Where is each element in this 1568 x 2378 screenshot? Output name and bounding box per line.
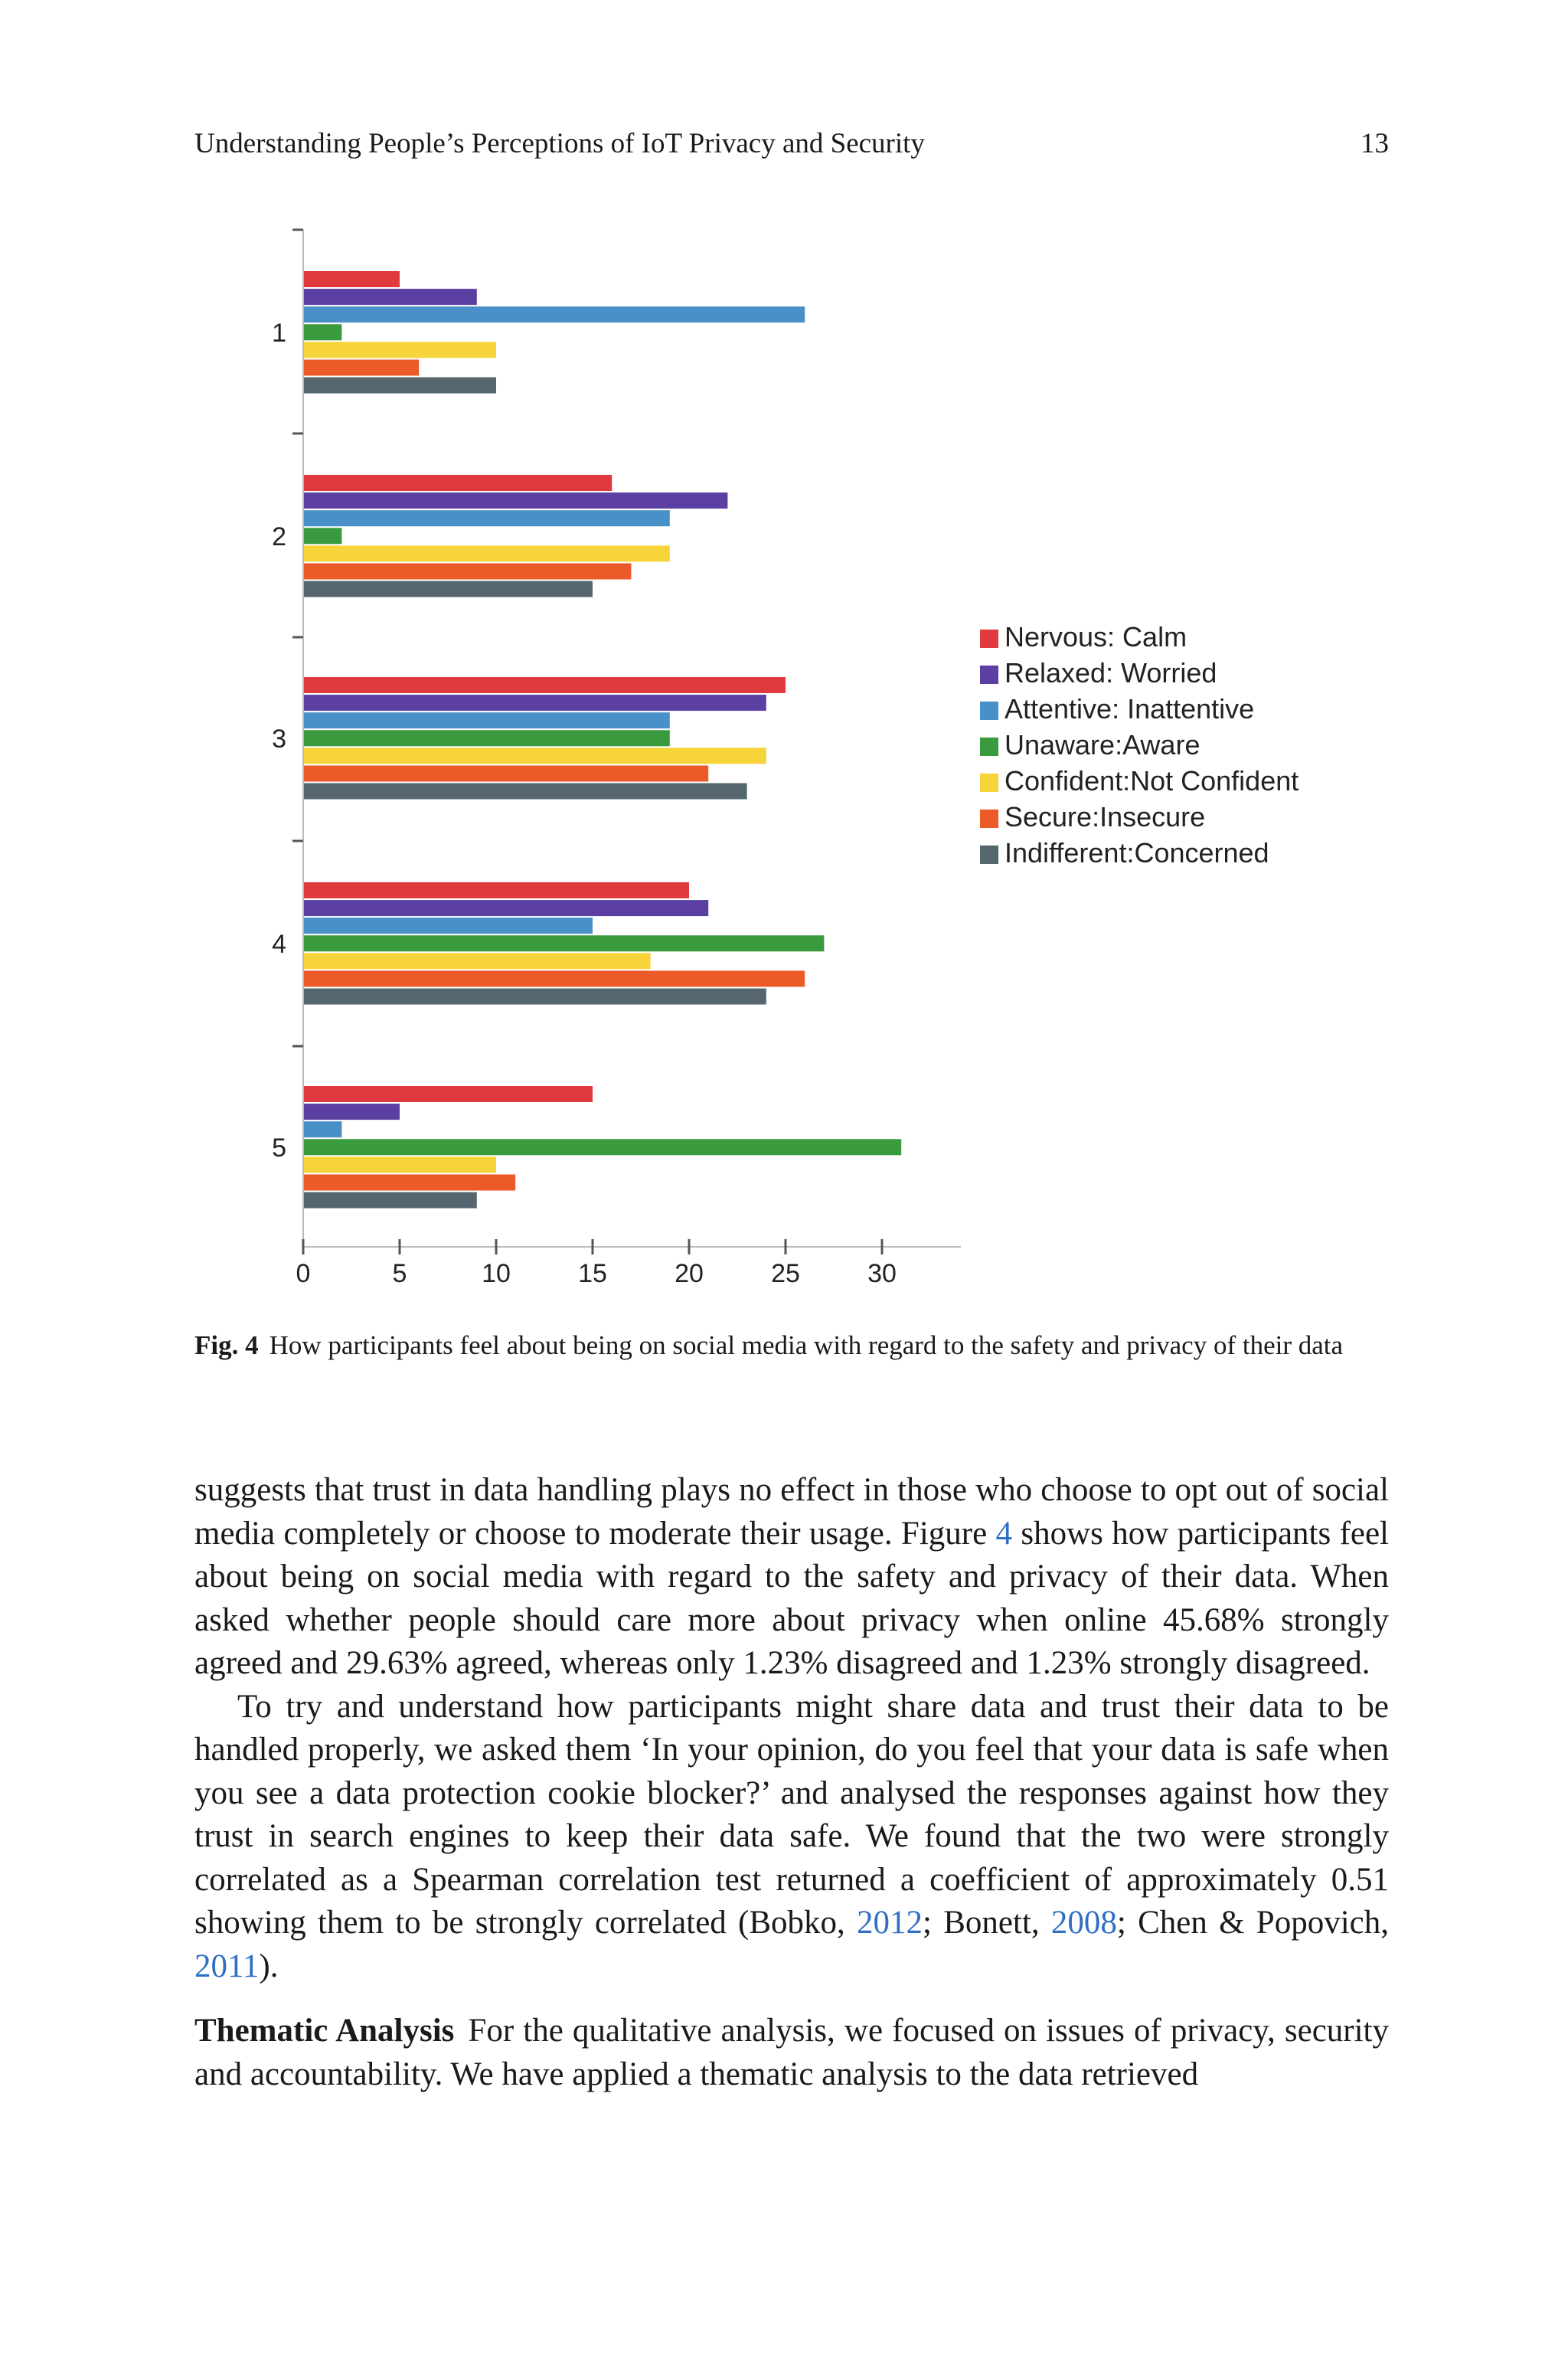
bar (303, 475, 612, 491)
y-tick-label: 1 (272, 318, 286, 348)
paragraph-text: ). (259, 1948, 279, 1984)
citation-link[interactable]: 2012 (857, 1905, 923, 1941)
bar (303, 378, 496, 394)
legend-swatch (980, 846, 998, 864)
citation-link[interactable]: 2008 (1050, 1905, 1117, 1941)
bar (303, 360, 419, 376)
bar (303, 695, 766, 711)
citation-link[interactable]: 2011 (194, 1948, 260, 1984)
x-tick-label: 10 (482, 1259, 511, 1288)
x-tick-label: 15 (578, 1259, 607, 1288)
y-tick-label: 3 (272, 724, 286, 754)
legend-label: Indifferent:Concerned (1004, 837, 1269, 868)
legend-label: Relaxed: Worried (1004, 657, 1217, 689)
chart-y-tick-labels (272, 319, 286, 1163)
bar (303, 545, 670, 561)
bar (303, 712, 670, 728)
y-tick-label: 2 (272, 522, 286, 551)
figure-label: Fig. 4 (194, 1330, 259, 1360)
bar (303, 783, 747, 800)
figure-caption (194, 1328, 1389, 1363)
bar (303, 342, 496, 358)
paragraph-text: ; Bonett, (923, 1905, 1051, 1941)
bar (303, 677, 786, 693)
legend-label: Nervous: Calm (1004, 621, 1187, 653)
legend-swatch (980, 702, 998, 720)
legend-label: Confident:Not Confident (1004, 765, 1299, 796)
legend-swatch (980, 738, 998, 756)
bar (303, 306, 805, 322)
legend-swatch (980, 666, 998, 684)
x-tick-label: 30 (867, 1259, 897, 1288)
bar (303, 730, 670, 746)
legend-swatch (980, 810, 998, 828)
bar (303, 747, 766, 764)
y-tick-label: 5 (272, 1133, 286, 1163)
paragraph-text: To try and understand how participants might share data and trust their data to be handled properly, we asked them ‘In your opinion, do you feel that your data is safe when you see a data protection cookie blocker?’ and analysed the responses against how they trust in search engines to keep their data safe. We found that the two were strongly correlated as a Spearman correlation test returned a coefficient of approximately 0.51 showing them to be strongly correlated (Bobko, (194, 1688, 1389, 1941)
legend-label: Secure:Insecure (1004, 801, 1206, 832)
bar (303, 1139, 901, 1155)
x-tick-label: 0 (296, 1259, 311, 1288)
bar (303, 1104, 400, 1120)
bar (303, 510, 670, 526)
body-text (194, 1469, 1389, 2096)
bar (303, 564, 631, 580)
page-number: 13 (1361, 128, 1389, 159)
bar (303, 1086, 593, 1102)
bar (303, 1156, 496, 1173)
legend-swatch (980, 630, 998, 648)
y-tick-label: 4 (272, 929, 286, 959)
bar (303, 289, 477, 305)
bar (303, 918, 593, 934)
bar (303, 324, 341, 340)
running-title: Understanding People’s Perceptions of IoT Privacy and Security (194, 128, 925, 159)
bar (303, 766, 708, 782)
paragraph (194, 1469, 1389, 1686)
bar (303, 492, 727, 509)
paragraph-text: shows how participants feel about being on social media with regard to the safety and privacy of their data. When asked whether people should care more about privacy when online 45.68% strongly agreed and 29.63% agreed, whereas only 1.23% disagreed and 1.23% strongly disagreed. (194, 1515, 1389, 1681)
bar (303, 528, 341, 544)
bar (303, 271, 400, 287)
paragraph (194, 2010, 1389, 2096)
chart-legend (980, 621, 1298, 868)
bar (303, 1175, 515, 1191)
legend-label: Attentive: Inattentive (1004, 693, 1255, 725)
paragraph-text: suggests that trust in data handling plays no effect in those who choose to opt out of social media completely or choose to moderate their usage. Figure (194, 1472, 1389, 1552)
legend-swatch (980, 774, 998, 792)
bar (303, 1192, 477, 1209)
bar (303, 581, 593, 597)
bar (303, 1121, 341, 1137)
bar (303, 953, 651, 969)
section-heading: Thematic Analysis (194, 2013, 455, 2049)
bar (303, 900, 708, 916)
x-tick-label: 25 (771, 1259, 800, 1288)
paragraph-text: ; Chen & Popovich, (1116, 1905, 1390, 1941)
paragraph-text: For the qualitative analysis, we focused on issues of privacy, security and accountability. We have applied a thematic analysis to the data retrieved (194, 2013, 1389, 2092)
bar (303, 971, 805, 987)
bar (303, 989, 766, 1005)
figure-ref-link[interactable]: 4 (995, 1515, 1013, 1552)
paragraph (194, 1686, 1389, 1989)
x-tick-label: 20 (675, 1259, 704, 1288)
bar (303, 935, 824, 951)
chart-bars (303, 271, 901, 1209)
legend-label: Unaware:Aware (1004, 729, 1200, 761)
x-tick-label: 5 (392, 1259, 407, 1288)
figure-caption-text: How participants feel about being on social media with regard to the safety and privacy of their data (269, 1330, 1344, 1360)
chart-x-tick-labels (296, 1259, 897, 1288)
bar (303, 882, 689, 898)
